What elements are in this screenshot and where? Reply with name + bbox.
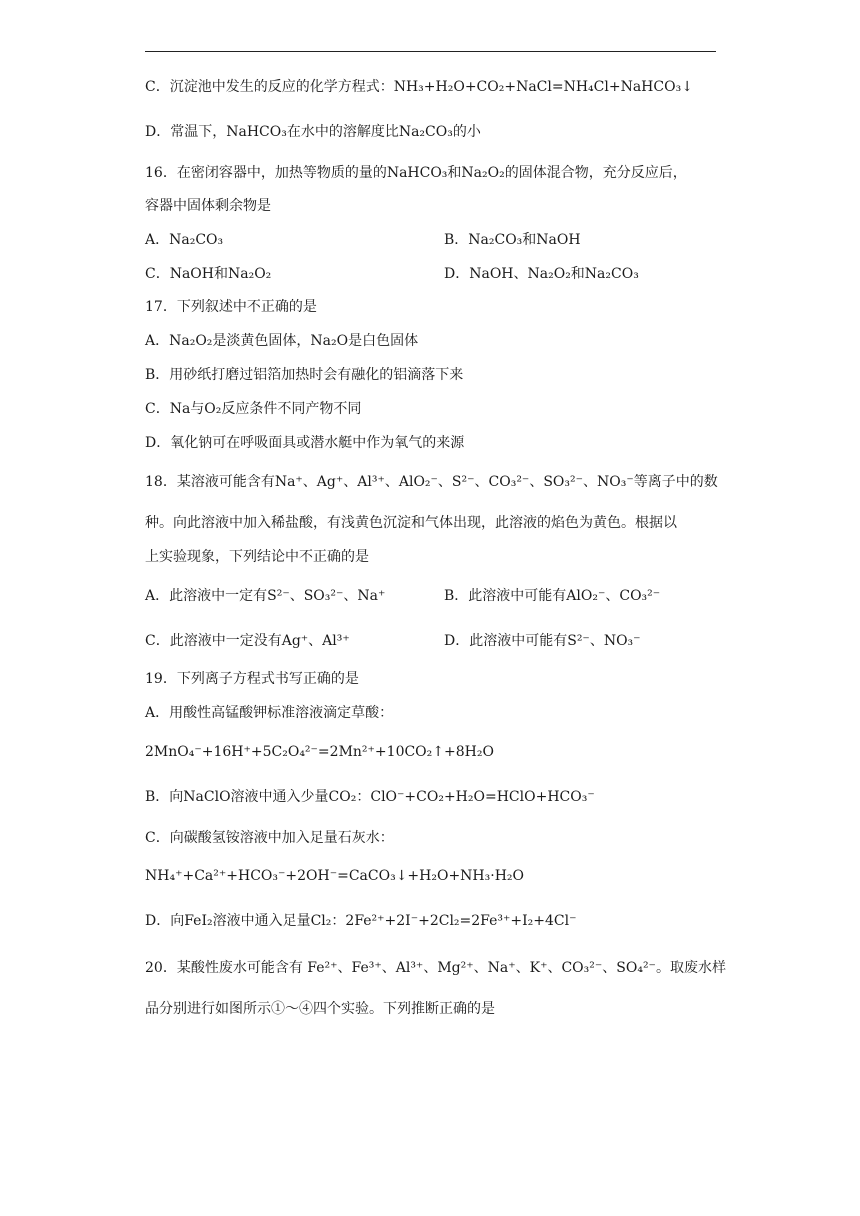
q15-option-d: D．常温下，NaHCO₃在水中的溶解度比Na₂CO₃的小 [145,124,481,140]
q18-option-a: A．此溶液中一定有S²⁻、SO₃²⁻、Na⁺ [145,588,386,604]
q17-option-c: C．Na与O₂反应条件不同产物不同 [145,401,362,417]
q18-option-d: D．此溶液中可能有S²⁻、NO₃⁻ [444,633,641,649]
q16-option-a: A．Na₂CO₃ [145,232,224,248]
q16-stem-line2: 容器中固体剩余物是 [145,198,271,214]
q16-option-d: D．NaOH、Na₂O₂和Na₂CO₃ [444,266,639,282]
q17-option-a: A．Na₂O₂是淡黄色固体，Na₂O是白色固体 [145,333,419,349]
q19-stem: 19．下列离子方程式书写正确的是 [145,671,359,687]
q20-stem-line1: 20．某酸性废水可能含有 Fe²⁺、Fe³⁺、Al³⁺、Mg²⁺、Na⁺、K⁺、CO₃²⁻、SO₄²⁻。取废水样 [145,960,726,976]
q17-option-d: D．氧化钠可在呼吸面具或潜水艇中作为氧气的来源 [145,435,465,451]
q18-stem-line2: 种。向此溶液中加入稀盐酸，有浅黄色沉淀和气体出现，此溶液的焰色为黄色。根据以 [145,515,677,531]
q19-option-b: B．向NaClO溶液中通入少量CO₂：ClO⁻+CO₂+H₂O=HClO+HCO₃⁻ [145,789,595,805]
q20-stem-line2: 品分别进行如图所示①～④四个实验。下列推断正确的是 [145,1001,495,1017]
header-rule [145,51,716,52]
q19-option-d: D．向FeI₂溶液中通入足量Cl₂：2Fe²⁺+2I⁻+2Cl₂=2Fe³⁺+I₂+4Cl⁻ [145,913,577,929]
q17-stem: 17．下列叙述中不正确的是 [145,299,317,315]
q19-option-c-equation: NH₄⁺+Ca²⁺+HCO₃⁻+2OH⁻=CaCO₃↓+H₂O+NH₃·H₂O [145,868,524,884]
q19-option-a-label: A．用酸性高锰酸钾标准溶液滴定草酸： [145,705,394,721]
q15-option-c: C．沉淀池中发生的反应的化学方程式：NH₃+H₂O+CO₂+NaCl=NH₄Cl+NaHCO₃↓ [145,79,693,95]
q16-stem-line1: 16．在密闭容器中，加热等物质的量的NaHCO₃和Na₂O₂的固体混合物，充分反应后， [145,165,687,181]
q18-stem-line1: 18．某溶液可能含有Na⁺、Ag⁺、Al³⁺、AlO₂⁻、S²⁻、CO₃²⁻、SO₃²⁻、NO₃⁻等离子中的数 [145,474,718,490]
q16-option-c: C．NaOH和Na₂O₂ [145,266,272,282]
q19-option-c-label: C．向碳酸氢铵溶液中加入足量石灰水： [145,830,394,846]
q19-option-a-equation: 2MnO₄⁻+16H⁺+5C₂O₄²⁻=2Mn²⁺+10CO₂↑+8H₂O [145,744,494,760]
q16-option-b: B．Na₂CO₃和NaOH [444,232,581,248]
q18-option-b: B．此溶液中可能有AlO₂⁻、CO₃²⁻ [444,588,661,604]
q17-option-b: B．用砂纸打磨过铝箔加热时会有融化的铝滴落下来 [145,367,464,383]
q18-stem-line3: 上实验现象，下列结论中不正确的是 [145,549,369,565]
q18-option-c: C．此溶液中一定没有Ag⁺、Al³⁺ [145,633,350,649]
